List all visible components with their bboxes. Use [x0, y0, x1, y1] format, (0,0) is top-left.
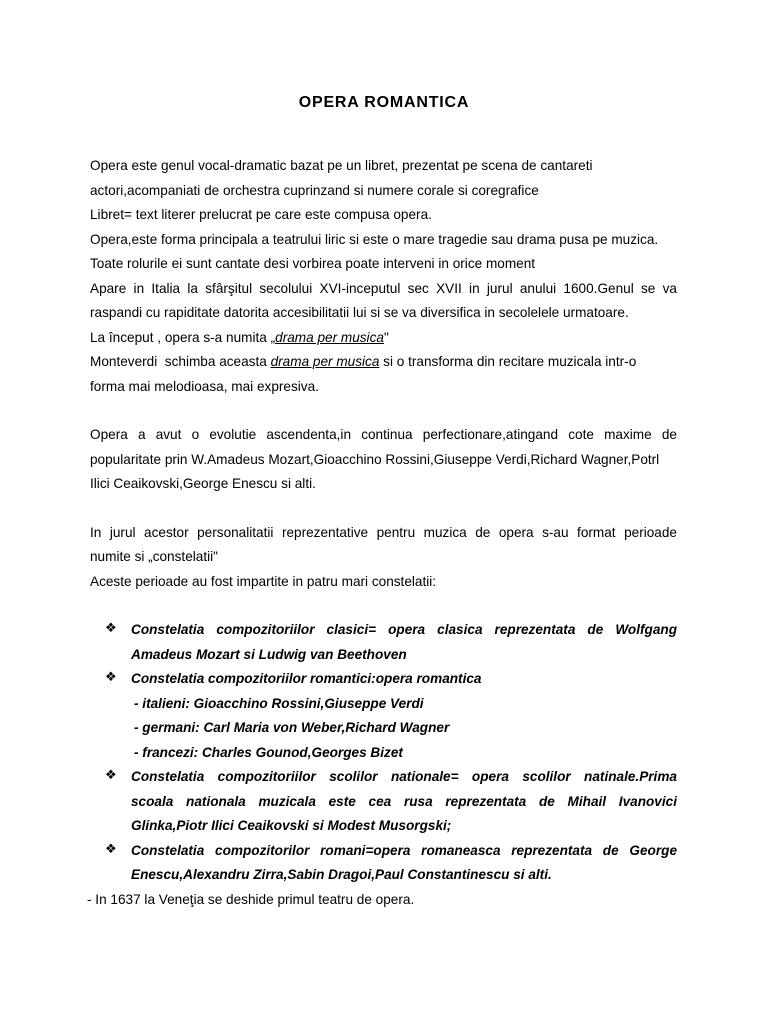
- paragraph-line: Opera a avut o evolutie ascendenta,in continua perfectionare,atingand cote maxime de: [90, 427, 677, 442]
- paragraph-line: Opera,este forma principala a teatrului liric si este o mare tragedie sau drama pusa pe muzica.: [90, 231, 659, 247]
- paragraph-line: Ilici Ceaikovski,George Enescu si alti.: [90, 476, 316, 491]
- bullet-line: scoala nationala muzicala este cea rusa reprezentata de Mihail Ivanovici: [131, 793, 677, 809]
- sub-item: - francezi: Charles Gounod,Georges Bizet: [134, 744, 403, 760]
- paragraph-line: forma mai melodioasa, mai expresiva.: [90, 378, 319, 394]
- paragraph-line: Apare in Italia la sfârşitul secolului XVI-inceputul sec XVII in jurul anului 1600.Genul se va: [90, 280, 677, 296]
- sub-item: - germani: Carl Maria von Weber,Richard Wagner: [134, 720, 450, 735]
- bullet-line: Amadeus Mozart si Ludwig van Beethoven: [131, 646, 407, 662]
- underlined-phrase: drama per musica: [275, 329, 384, 345]
- paragraph-gap: [90, 596, 677, 620]
- paragraph-line: Libret= text literer prelucrat pe care este compusa opera.: [90, 207, 432, 222]
- paragraph-line: popularitate prin W.Amadeus Mozart,Gioacchino Rossini,Giuseppe Verdi,Richard Wagner,Potrl: [90, 451, 660, 467]
- text-run: La început , opera s-a numita „: [90, 329, 276, 345]
- bullet-line: Constelatia compozitoriilor scolilor nationale= opera scolilor natinale.Prima: [131, 769, 677, 784]
- text-run: ": [383, 329, 389, 345]
- bullet-line: Glinka,Piotr Ilici Ceaikovski si Modest Musorgski;: [131, 818, 452, 833]
- bullet-line: Enescu,Alexandru Zirra,Sabin Dragoi,Paul Constantinescu si alti.: [131, 867, 552, 882]
- paragraph-gap: [90, 401, 677, 425]
- paragraph-line: actori,acompaniati de orchestra cuprinzand si numere corale si coregrafice: [90, 182, 539, 198]
- bullet-item: [90, 669, 677, 694]
- text-run: Monteverdi schimba aceasta: [90, 354, 271, 369]
- diamond-bullet-icon: ❖: [105, 669, 117, 684]
- paragraph-line: In jurul acestor personalitatii reprezentative pentru muzica de opera s-au format perioade: [90, 524, 677, 540]
- paragraph-line: Opera este genul vocal-dramatic bazat pe un libret, prezentat pe scena de cantareti: [90, 158, 593, 173]
- bullet-item: [90, 620, 677, 669]
- paragraph-line: numite si „constelatii": [90, 549, 218, 564]
- diamond-bullet-icon: ❖: [105, 840, 117, 856]
- paragraph-line: [90, 352, 677, 377]
- bullet-item: [90, 767, 677, 841]
- underlined-phrase: drama per musica: [270, 354, 380, 369]
- bullet-line: Constelatia compozitoriilor clasici= opera clasica reprezentata de Wolfgang: [131, 622, 677, 637]
- paragraph-gap: [90, 499, 677, 523]
- document-body: [87, 156, 677, 914]
- bullet-line: Constelatia compozitoriilor romantici:opera romantica: [131, 671, 482, 686]
- paragraph-line: Toate rolurile ei sunt cantate desi vorbirea poate interveni in orice moment: [90, 256, 536, 271]
- paragraph-line: raspandi cu rapiditate datorita accesibilitatii lui si se va diversifica in secolelele urmatoare.: [90, 305, 629, 320]
- paragraph-line: Aceste perioade au fost impartite in patru mari constelatii:: [90, 573, 437, 589]
- diamond-bullet-icon: ❖: [105, 620, 117, 635]
- sub-item: - italieni: Gioacchino Rossini,Giuseppe Verdi: [134, 695, 424, 711]
- document-title: OPERA ROMANTICA: [298, 94, 470, 111]
- paragraph-line: [90, 328, 677, 353]
- bullet-item: [90, 841, 677, 890]
- diamond-bullet-icon: ❖: [105, 767, 117, 782]
- paragraph-line: - In 1637 la Veneţia se deshide primul teatru de opera.: [87, 891, 415, 907]
- text-run: si o transforma din recitare muzicala intr-o: [379, 354, 637, 369]
- bullet-line: Constelatia compozitorilor romani=opera romaneasca reprezentata de George: [131, 842, 677, 858]
